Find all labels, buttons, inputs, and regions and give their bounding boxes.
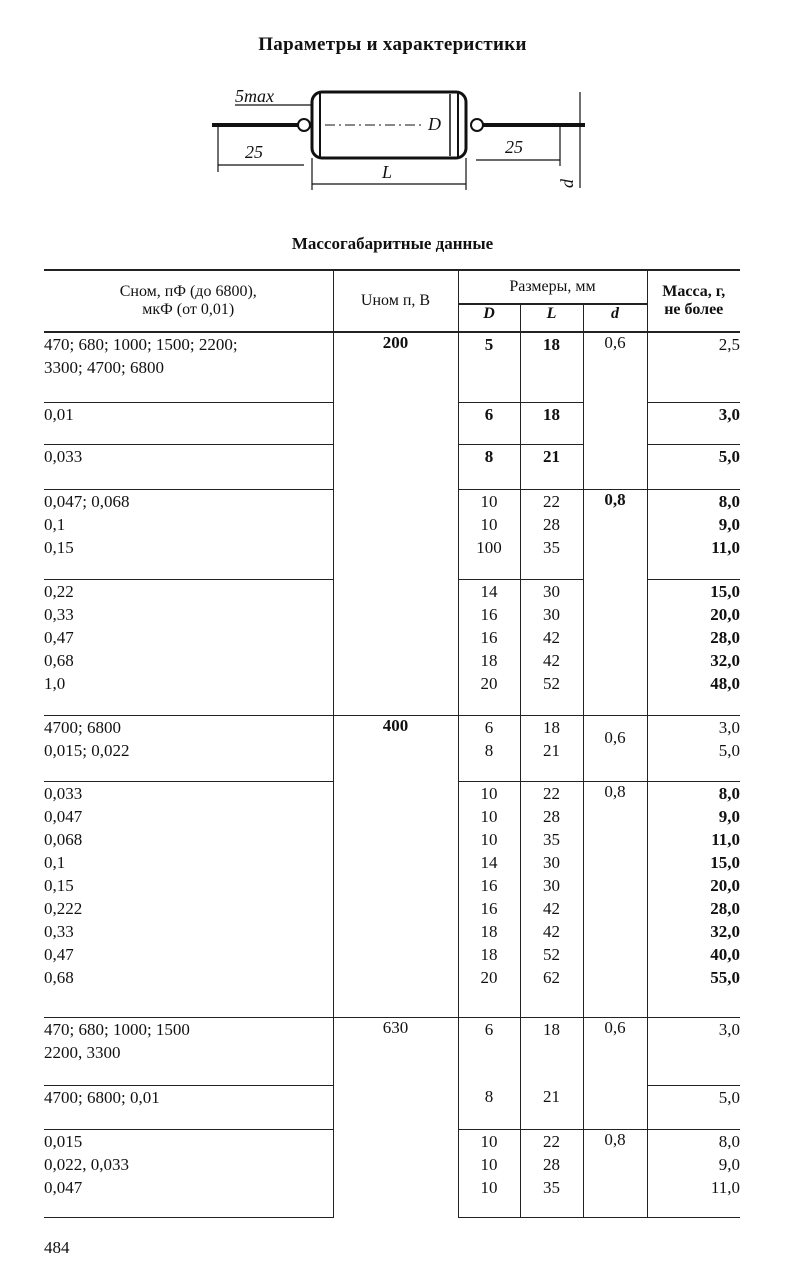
lead-right-label: 25: [505, 137, 523, 157]
mass-cell: 15,0 20,0 28,0 32,0 48,0: [647, 579, 740, 715]
mass-cell: 8,0 9,0 11,0: [647, 489, 740, 579]
length-label: L: [382, 162, 393, 182]
mass-cell: 8,0 9,0 11,0: [647, 1129, 740, 1217]
header-mass: Масса, г, не более: [647, 270, 740, 332]
voltage-cell: 200: [333, 332, 458, 715]
header-d: d: [583, 304, 647, 332]
cap-cell: 0,033: [44, 444, 333, 489]
table-row: [44, 1017, 740, 1085]
d-cell: 6: [458, 1017, 520, 1085]
d-cell: 10 10 10: [458, 1129, 520, 1217]
l-cell: 18: [520, 402, 583, 444]
header-L: L: [520, 304, 583, 332]
wire-cell: 0,8: [583, 781, 647, 1017]
wire-label: d: [557, 179, 577, 188]
mass-cell: 5,0: [647, 1085, 740, 1129]
l-cell: 21: [520, 1085, 583, 1129]
diameter-label: D: [428, 114, 441, 134]
header-D: D: [458, 304, 520, 332]
solder-left: [298, 119, 310, 131]
d-cell: 14 16 16 18 20: [458, 579, 520, 715]
capacitor-drawing: [200, 80, 600, 200]
dimensions-table: [44, 269, 740, 1218]
solder-right: [471, 119, 483, 131]
wire-cell: 0,6: [583, 332, 647, 489]
d-cell: 5: [458, 332, 520, 402]
d-cell: 10 10 100: [458, 489, 520, 579]
mass-cell: 3,0: [647, 1017, 740, 1085]
wire-cell: 0,8: [583, 489, 647, 715]
l-cell: 18 21: [520, 715, 583, 781]
cap-cell: 4700; 6800; 0,01: [44, 1085, 333, 1129]
wire-cell: 0,6: [583, 715, 647, 781]
l-cell: 22 28 35 30 30 42 42 52 62: [520, 781, 583, 1017]
table-row: [44, 715, 740, 781]
cap-cell: 0,01: [44, 402, 333, 444]
cap-cell: 470; 680; 1000; 1500 2200, 3300: [44, 1017, 333, 1085]
l-cell: 21: [520, 444, 583, 489]
cap-cell: 470; 680; 1000; 1500; 2200; 3300; 4700; 6800: [44, 332, 333, 402]
voltage-cell: 400: [333, 715, 458, 1017]
page-number: 484: [44, 1238, 70, 1257]
l-cell: 30 30 42 42 52: [520, 579, 583, 715]
wire-cell: 0,8: [583, 1129, 647, 1217]
mass-cell: 3,0: [647, 402, 740, 444]
cap-cell: 4700; 6800 0,015; 0,022: [44, 715, 333, 781]
header-dimensions: Размеры, мм: [458, 270, 647, 304]
l-cell: 22 28 35: [520, 1129, 583, 1217]
d-cell: 8: [458, 1085, 520, 1129]
d-cell: 6 8: [458, 715, 520, 781]
wire-cell: 0,6: [583, 1017, 647, 1129]
l-cell: 18: [520, 1017, 583, 1085]
mass-cell: 3,0 5,0: [647, 715, 740, 781]
header-voltage: Uном п, В: [333, 270, 458, 332]
cap-cell: 0,033 0,047 0,068 0,1 0,15 0,222 0,33 0,47 0,68: [44, 781, 333, 1017]
mass-cell: 5,0: [647, 444, 740, 489]
d-cell: 10 10 10 14 16 16 18 18 20: [458, 781, 520, 1017]
lead-max-label: 5max: [235, 86, 274, 106]
d-cell: 8: [458, 444, 520, 489]
voltage-cell: 630: [333, 1017, 458, 1217]
lead-left-label: 25: [245, 142, 263, 162]
cap-cell: 0,047; 0,068 0,1 0,15: [44, 489, 333, 579]
mass-cell: 2,5: [718, 335, 740, 354]
cap-cell: 0,22 0,33 0,47 0,68 1,0: [44, 579, 333, 715]
table-row: [44, 332, 740, 402]
header-capacitance: Cном, пФ (до 6800), мкФ (от 0,01): [44, 270, 333, 332]
table-title: Массогабаритные данные: [291, 234, 494, 253]
cap-cell: 0,015 0,022, 0,033 0,047: [44, 1129, 333, 1217]
d-cell: 6: [458, 402, 520, 444]
l-cell: 22 28 35: [520, 489, 583, 579]
l-cell: 18: [520, 332, 583, 402]
mass-cell: 8,0 9,0 11,0 15,0 20,0 28,0 32,0 40,0 55,0: [647, 781, 740, 1017]
page-title: Параметры и характеристики: [258, 34, 527, 55]
